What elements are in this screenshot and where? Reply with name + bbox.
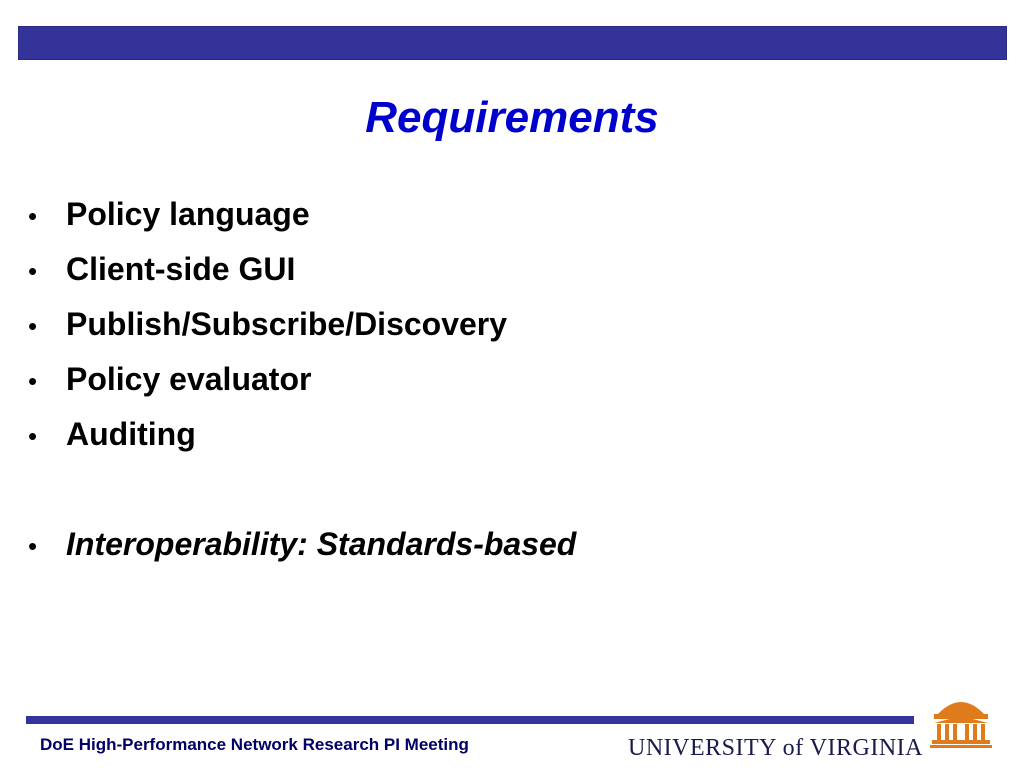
bullet-glyph: • (28, 256, 38, 286)
bullet-glyph: • (28, 421, 38, 451)
university-wordmark: UNIVERSITY of VIRGINIA (628, 735, 923, 761)
bullet-item (28, 520, 928, 575)
bullet-item (28, 245, 928, 300)
bullet-list (28, 190, 928, 575)
bullet-text: Policy language (66, 196, 310, 232)
rotunda-icon (930, 690, 992, 750)
bullet-text: Interoperability: Standards-based (66, 526, 577, 562)
bullet-item (28, 410, 928, 465)
bullet-text: Client-side GUI (66, 251, 296, 287)
bullet-item (28, 300, 928, 355)
bottom-decorative-band (26, 716, 914, 724)
bullet-item (28, 190, 928, 245)
bullet-item (28, 355, 928, 410)
bullet-text: Policy evaluator (66, 361, 312, 397)
slide-title: Requirements (365, 93, 659, 142)
footer-meeting-name: DoE High-Performance Network Research PI Meeting (40, 735, 469, 754)
bullet-text: Publish/Subscribe/Discovery (66, 306, 508, 342)
bullet-glyph: • (28, 311, 38, 341)
bullet-glyph: • (28, 201, 38, 231)
top-decorative-band (18, 26, 1007, 60)
bullet-glyph: • (28, 366, 38, 396)
bullet-glyph: • (28, 531, 38, 561)
bullet-text: Auditing (66, 416, 196, 452)
